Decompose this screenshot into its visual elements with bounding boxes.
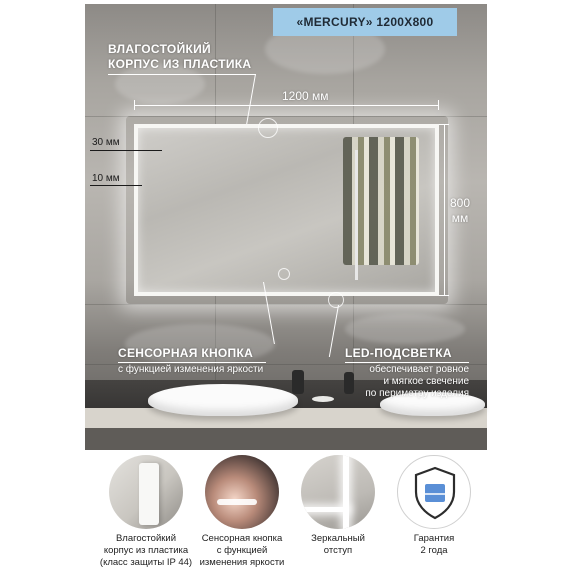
- led-label-title: LED-ПОДСВЕТКА: [345, 346, 452, 360]
- height-label: [450, 196, 470, 226]
- width-label: 1200 мм: [282, 89, 329, 103]
- feature-housing-line1: Влагостойкий: [115, 533, 177, 544]
- shield-icon: [398, 456, 471, 529]
- height-label-unit: мм: [451, 211, 469, 225]
- left-faucet: [292, 370, 304, 394]
- width-tick-left: [134, 100, 135, 110]
- feature-housing-line2: корпус из пластика: [103, 545, 189, 556]
- frame-10-line: [90, 185, 142, 186]
- led-label: [345, 346, 469, 400]
- touch-label: [118, 346, 263, 376]
- shower-pipe: [355, 150, 358, 280]
- feature-touch-line3: изменения яркости: [199, 557, 285, 568]
- housing-label-line2: КОРПУС ИЗ ПЛАСТИКА: [108, 57, 252, 71]
- width-dimension-line: [134, 105, 439, 106]
- plastic-housing-photo: [109, 455, 183, 529]
- feature-warranty: [374, 455, 494, 570]
- touch-ring-top: [258, 118, 278, 138]
- soap-dish: [312, 396, 334, 402]
- feature-mirror-edge-line2: отступ: [323, 545, 353, 556]
- touch-label-subtitle: с функцией изменения яркости: [118, 364, 264, 375]
- height-tick-top: [439, 124, 449, 125]
- left-basin: [148, 384, 298, 416]
- feature-mirror-edge-line1: Зеркальный: [311, 533, 365, 544]
- led-label-line1: обеспечивает ровное: [369, 364, 469, 375]
- feature-touch-line2: с функцией: [216, 545, 268, 556]
- width-tick-right: [438, 100, 439, 110]
- housing-leader-h: [108, 74, 256, 75]
- led-label-line3: по периметру изделия: [365, 388, 469, 399]
- frame-30-line: [90, 150, 162, 151]
- led-label-line2: и мягкое свечение: [383, 376, 469, 387]
- height-tick-bottom: [439, 295, 449, 296]
- frame-30-label: 30 мм: [92, 137, 120, 148]
- feature-housing-line3: (класс защиты IP 44): [99, 557, 193, 568]
- led-ring: [328, 292, 344, 308]
- housing-label: [108, 42, 251, 72]
- touch-label-title: СЕНСОРНАЯ КНОПКА: [118, 346, 254, 360]
- model-badge: «MERCURY» 1200X800: [273, 8, 457, 36]
- touch-button-photo: [205, 455, 279, 529]
- feature-warranty-line1: Гарантия: [413, 533, 455, 544]
- height-label-value: 800: [450, 196, 471, 210]
- feature-warranty-caption: [374, 533, 494, 557]
- height-dimension-line: [444, 124, 445, 296]
- feature-warranty-line2: 2 года: [420, 545, 448, 556]
- mirror-edge-photo: [301, 455, 375, 529]
- shield-warranty-icon: [397, 455, 471, 529]
- touch-ring-bottom: [278, 268, 290, 280]
- feature-touch-line1: Сенсорная кнопка: [201, 533, 283, 544]
- housing-label-line1: ВЛАГОСТОЙКИЙ: [108, 42, 211, 56]
- vanity-front: [85, 428, 487, 450]
- frame-10-label: 10 мм: [92, 173, 120, 184]
